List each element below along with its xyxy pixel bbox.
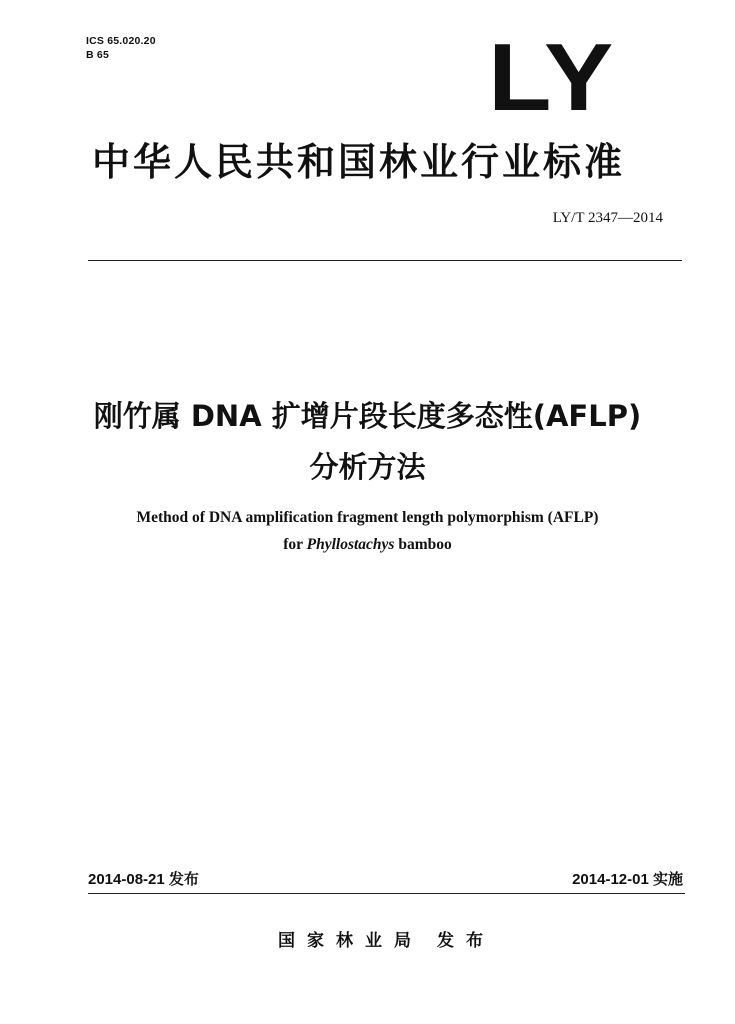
ccs-code: B 65 bbox=[86, 49, 109, 61]
english-title-suffix: bamboo bbox=[394, 536, 452, 553]
ics-code: ICS 65.020.20 bbox=[86, 35, 156, 47]
issuer bbox=[278, 926, 495, 951]
issuing-organization: 国家林业局 bbox=[278, 931, 423, 951]
classification-codes bbox=[86, 34, 156, 62]
effective-date: 2014-12-01 实施 bbox=[572, 871, 683, 888]
english-title-line-2 bbox=[0, 533, 735, 557]
ly-logo: LY bbox=[488, 24, 616, 132]
english-title-prefix: for bbox=[283, 536, 307, 553]
top-divider bbox=[88, 260, 682, 261]
standard-category-title: 中华人民共和国林业行业标准 bbox=[92, 140, 626, 184]
chinese-title-line-1: 刚竹属 DNA 扩增片段长度多态性(AFLP) bbox=[93, 399, 642, 433]
issue-action: 发布 bbox=[437, 931, 495, 951]
publish-date: 2014-08-21 发布 bbox=[88, 871, 199, 888]
chinese-title-line-2: 分析方法 bbox=[309, 450, 426, 484]
bottom-divider bbox=[88, 893, 685, 894]
genus-name: Phyllostachys bbox=[306, 536, 395, 553]
english-title-line-1: Method of DNA amplification fragment length polymorphism (AFLP) bbox=[136, 509, 599, 526]
standard-number: LY/T 2347—2014 bbox=[552, 210, 663, 226]
